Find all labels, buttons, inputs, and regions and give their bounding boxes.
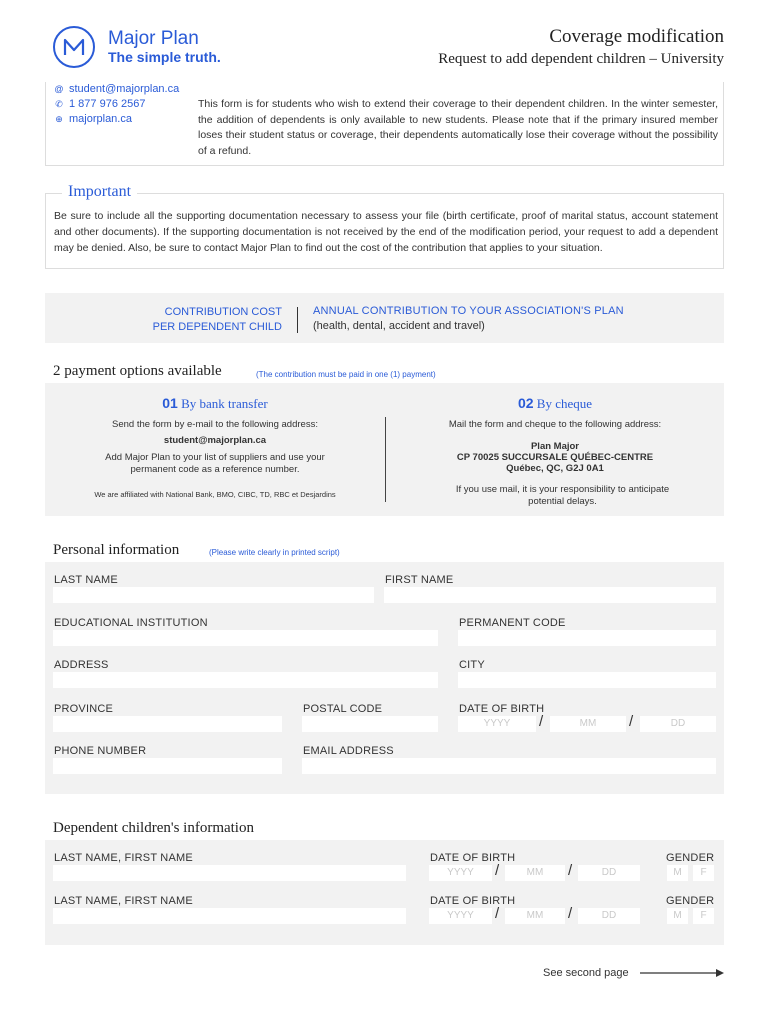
dep1-gender-m[interactable]: M xyxy=(667,865,688,881)
dep1-name-field[interactable] xyxy=(53,868,406,884)
dep2-name-field[interactable] xyxy=(53,911,406,927)
dob-slash-2: / xyxy=(629,713,634,730)
annual-contribution-title: ANNUAL CONTRIBUTION TO YOUR ASSOCIATION'S PLAN xyxy=(313,305,624,317)
phone-icon: ✆ xyxy=(55,99,63,109)
postal-code-field-box xyxy=(302,716,438,732)
brand-tagline: The simple truth. xyxy=(108,49,221,65)
permanent-code-field[interactable] xyxy=(458,633,716,649)
dep2-gender-label: GENDER xyxy=(666,895,715,907)
option2-label: By cheque xyxy=(536,396,593,411)
email-field[interactable] xyxy=(302,761,716,777)
option2-heading xyxy=(386,395,724,412)
address-field-box xyxy=(53,672,438,688)
dep1-gender-f[interactable]: F xyxy=(693,865,714,881)
dob-year-field[interactable]: YYYY xyxy=(458,716,536,732)
important-title: Important xyxy=(62,183,137,201)
dep2-name-label: LAST NAME, FIRST NAME xyxy=(54,895,193,907)
arrow-right-icon[interactable] xyxy=(640,967,726,979)
option1-heading xyxy=(45,395,385,412)
dep2-gender-f[interactable]: F xyxy=(693,908,714,924)
address-label: ADDRESS xyxy=(54,659,109,671)
contribution-cost-line1: CONTRIBUTION COST xyxy=(164,306,282,318)
permanent-code-field-box xyxy=(458,630,716,646)
dob-month-field[interactable]: MM xyxy=(550,716,626,732)
dep2-name-field-box xyxy=(53,908,406,924)
personal-title: Personal information xyxy=(53,542,180,558)
last-name-label: LAST NAME xyxy=(54,574,118,586)
option1-email[interactable]: student@majorplan.ca xyxy=(163,435,267,446)
dep2-slash-1: / xyxy=(495,905,500,922)
see-second-page-link[interactable]: See second page xyxy=(543,967,629,979)
institution-field[interactable] xyxy=(53,633,438,649)
logo-icon xyxy=(53,26,95,68)
address-field[interactable] xyxy=(53,675,438,691)
dep2-dob-year[interactable]: YYYY xyxy=(429,908,492,924)
personal-note: (Please write clearly in printed script) xyxy=(209,548,340,557)
intro-text: This form is for students who wish to extend their coverage to their dependent children. In the winter semester, the addition of dependents is only available to new students. Please note that if the primary insured member loses their student status or coverage, their dependents automatically lose their coverage without the possibility of a refund. xyxy=(198,98,718,157)
page-title: Coverage modification xyxy=(549,26,724,47)
province-label: PROVINCE xyxy=(54,703,114,715)
last-name-field[interactable] xyxy=(53,590,374,606)
payment-note: (The contribution must be paid in one (1) payment) xyxy=(256,370,436,379)
option2-line1: Mail the form and cheque to the following address: xyxy=(448,419,662,430)
email-label: EMAIL ADDRESS xyxy=(303,745,394,757)
dep2-slash-2: / xyxy=(568,905,573,922)
dob-day-field[interactable]: DD xyxy=(640,716,716,732)
institution-field-box xyxy=(53,630,438,646)
option1-line1: Send the form by e-mail to the following address: xyxy=(112,419,318,430)
last-name-field-box xyxy=(53,587,374,603)
dep2-dob-label: DATE OF BIRTH xyxy=(430,895,516,907)
phone-label: PHONE NUMBER xyxy=(54,745,147,757)
annual-contribution-sub: (health, dental, accident and travel) xyxy=(313,320,485,332)
dep2-gender-m[interactable]: M xyxy=(667,908,688,924)
email-field-box xyxy=(302,758,716,774)
option2-address-line2: CP 70025 SUCCURSALE QUÉBEC-CENTRE xyxy=(456,452,654,463)
dep1-gender-label: GENDER xyxy=(666,852,715,864)
dep1-dob-label: DATE OF BIRTH xyxy=(430,852,516,864)
institution-label: EDUCATIONAL INSTITUTION xyxy=(54,617,208,629)
postal-code-label: POSTAL CODE xyxy=(303,703,383,715)
province-field[interactable] xyxy=(53,719,282,735)
option1-label: By bank transfer xyxy=(181,396,268,411)
dob-slash-1: / xyxy=(539,713,544,730)
option2-number: 02 xyxy=(517,395,534,411)
important-text: Be sure to include all the supporting documentation necessary to assess your file (birth certificate, proof of marital status, account statement and other documents). If the supporting documentation is not received by the end of the modification period, your request to add a dependent may be denied. Also, be sure to contact Major Plan to find out the cost of the contribution that applies to your situation. xyxy=(54,210,718,254)
city-field-box xyxy=(458,672,716,688)
dep1-name-label: LAST NAME, FIRST NAME xyxy=(54,852,193,864)
first-name-field[interactable] xyxy=(384,590,716,606)
option2-address-line3: Québec, QC, G2J 0A1 xyxy=(506,463,604,474)
contact-website[interactable]: majorplan.ca xyxy=(69,113,132,125)
globe-icon: ⊕ xyxy=(55,114,63,124)
dep1-dob-day[interactable]: DD xyxy=(578,865,640,881)
dep1-dob-year[interactable]: YYYY xyxy=(429,865,492,881)
contribution-cost-line2: PER DEPENDENT CHILD xyxy=(152,321,282,333)
permanent-code-label: PERMANENT CODE xyxy=(459,617,566,629)
province-field-box xyxy=(53,716,282,732)
option1-number: 01 xyxy=(162,395,178,411)
dependents-title: Dependent children's information xyxy=(53,820,254,836)
first-name-field-box xyxy=(384,587,716,603)
dep2-dob-month[interactable]: MM xyxy=(505,908,565,924)
dep2-dob-day[interactable]: DD xyxy=(578,908,640,924)
at-icon: @ xyxy=(54,84,64,94)
phone-field-box xyxy=(53,758,282,774)
option1-line3: We are affiliated with National Bank, BMO, CIBC, TD, RBC et Desjardins xyxy=(94,490,336,499)
contact-phone[interactable]: 1 877 976 2567 xyxy=(69,98,146,110)
first-name-label: FIRST NAME xyxy=(385,574,454,586)
option2-address xyxy=(400,441,710,474)
city-field[interactable] xyxy=(458,675,716,691)
dep1-name-field-box xyxy=(53,865,406,881)
postal-code-field[interactable] xyxy=(302,719,438,735)
contribution-divider xyxy=(297,307,298,333)
payment-divider xyxy=(385,417,386,502)
option1-line2: Add Major Plan to your list of suppliers and use your permanent code as a reference number. xyxy=(105,452,325,475)
payment-title: 2 payment options available xyxy=(53,363,222,379)
dep1-slash-1: / xyxy=(495,862,500,879)
city-label: CITY xyxy=(459,659,485,671)
dep1-dob-month[interactable]: MM xyxy=(505,865,565,881)
dep1-slash-2: / xyxy=(568,862,573,879)
brand-name: Major Plan xyxy=(108,28,199,49)
option2-address-line1: Plan Major xyxy=(530,441,580,452)
option2-line2: If you use mail, it is your responsibility to anticipate potential delays. xyxy=(455,484,670,507)
contact-block xyxy=(54,82,187,127)
page-subtitle: Request to add dependent children – University xyxy=(438,51,724,67)
contact-email[interactable]: student@majorplan.ca xyxy=(69,83,180,95)
dob-label: DATE OF BIRTH xyxy=(459,703,545,715)
contribution-cost-label xyxy=(120,305,282,335)
phone-field[interactable] xyxy=(53,761,282,777)
